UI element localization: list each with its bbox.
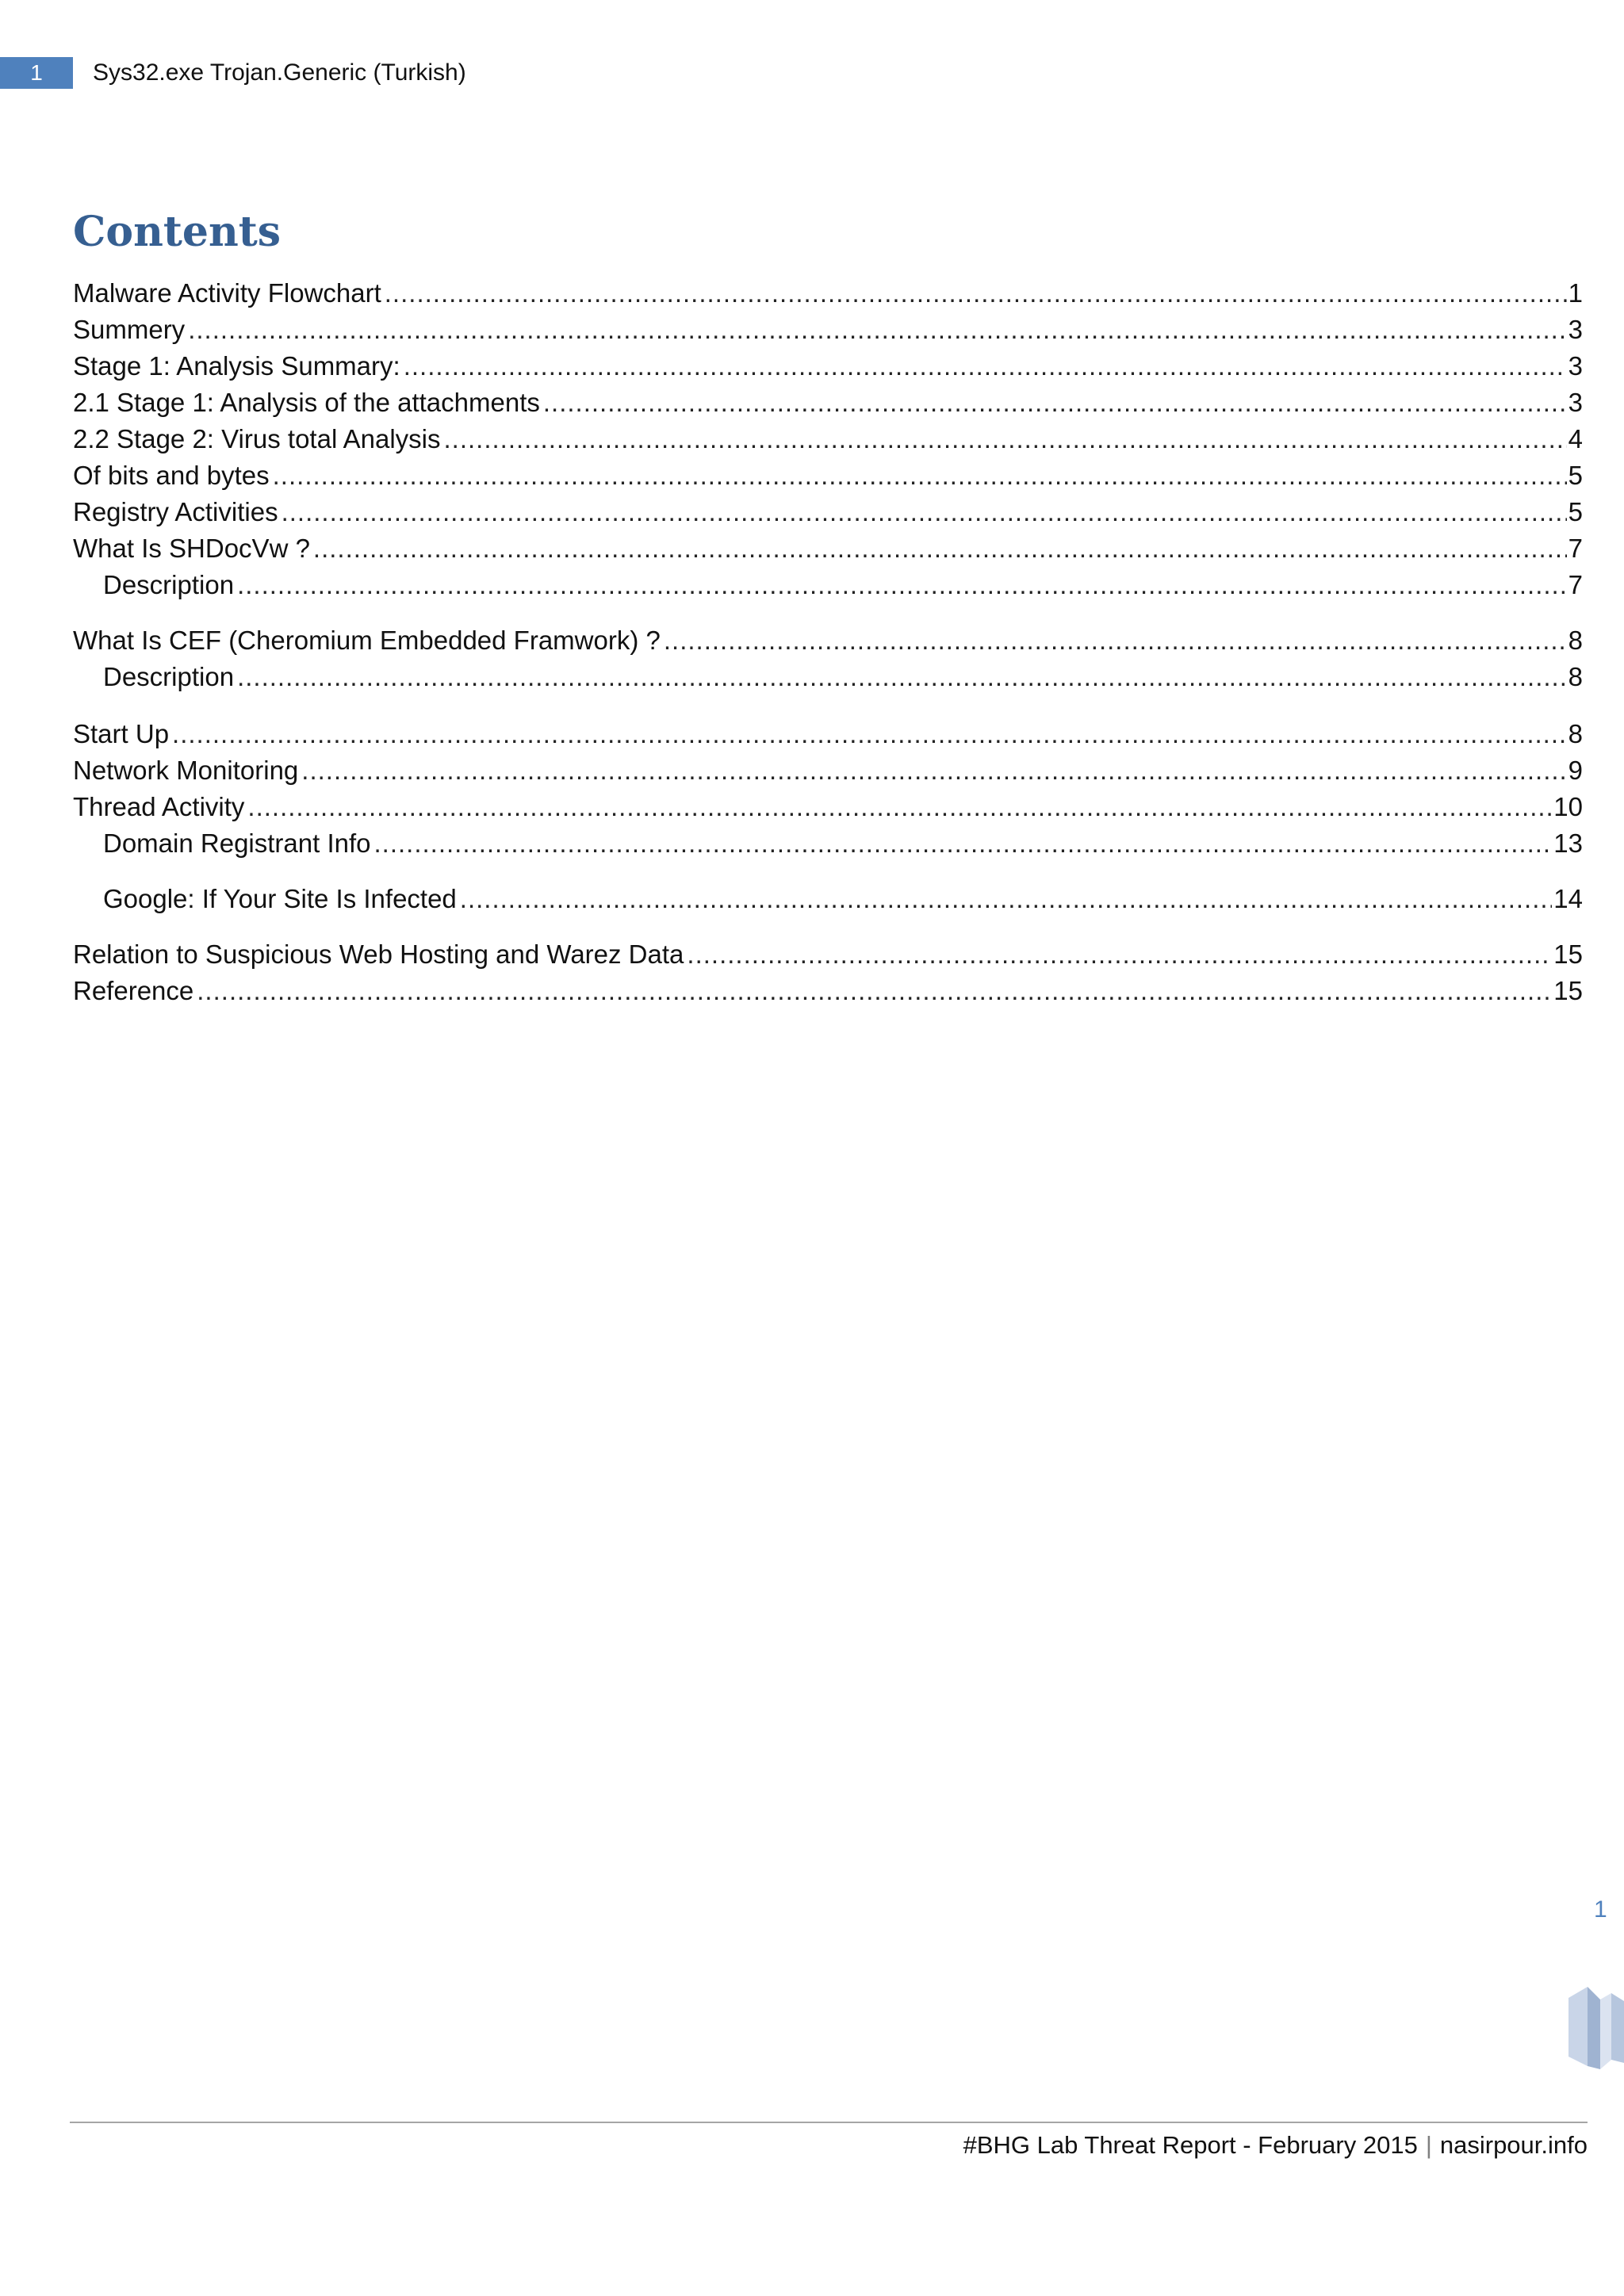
toc-entry-label: Start Up bbox=[73, 719, 170, 748]
toc-entry[interactable] bbox=[73, 752, 1583, 788]
toc-entry-label: Relation to Suspicious Web Hosting and Warez Data bbox=[73, 939, 684, 969]
toc-leader-dots bbox=[374, 826, 1553, 861]
toc-leader-dots bbox=[687, 937, 1552, 972]
toc-entry-page: 7 bbox=[1568, 534, 1583, 563]
toc-entry[interactable] bbox=[73, 530, 1583, 566]
toc-subentry[interactable] bbox=[103, 880, 1583, 916]
toc-leader-dots bbox=[273, 458, 1567, 493]
toc-leader-dots bbox=[282, 495, 1567, 530]
toc-entry-label: Summery bbox=[73, 315, 186, 344]
toc-entry[interactable] bbox=[73, 384, 1583, 420]
toc-leader-dots bbox=[188, 312, 1566, 347]
toc-leader-dots bbox=[197, 974, 1552, 1008]
header-page-number: 1 bbox=[0, 57, 73, 89]
toc-leader-dots bbox=[444, 422, 1567, 457]
toc-leader-dots bbox=[247, 790, 1552, 825]
toc-entry-label: What Is SHDocVw ? bbox=[73, 534, 310, 563]
toc-entry-page: 3 bbox=[1568, 388, 1583, 417]
toc-entry-page: 15 bbox=[1553, 976, 1583, 1005]
toc-entry-label: 2.2 Stage 2: Virus total Analysis bbox=[73, 424, 441, 453]
toc-entry-page: 15 bbox=[1553, 939, 1583, 969]
toc-subentry[interactable] bbox=[103, 566, 1583, 603]
toc-entry-page: 5 bbox=[1568, 497, 1583, 526]
toc-heading: Contents bbox=[73, 208, 282, 256]
toc-leader-dots bbox=[404, 349, 1567, 384]
toc-entry[interactable] bbox=[73, 788, 1583, 825]
toc-entry-page: 7 bbox=[1568, 570, 1583, 599]
toc-leader-dots bbox=[460, 882, 1552, 916]
toc-entry[interactable] bbox=[73, 274, 1583, 311]
toc-leader-dots bbox=[237, 660, 1567, 695]
toc-entry[interactable] bbox=[73, 457, 1583, 493]
toc-entry-page: 3 bbox=[1568, 315, 1583, 344]
toc-entry-page: 5 bbox=[1568, 461, 1583, 490]
page-number: 1 bbox=[1594, 1896, 1607, 1923]
toc-entry-page: 3 bbox=[1568, 351, 1583, 381]
toc-entry-page: 4 bbox=[1568, 424, 1583, 453]
toc-entry-page: 9 bbox=[1568, 756, 1583, 785]
toc-leader-dots bbox=[664, 623, 1567, 658]
toc-entry[interactable] bbox=[73, 347, 1583, 384]
toc-entry-page: 13 bbox=[1553, 828, 1583, 858]
toc-entry-label: Stage 1: Analysis Summary: bbox=[73, 351, 400, 381]
toc-entry-page: 8 bbox=[1568, 719, 1583, 748]
toc-entry[interactable] bbox=[73, 936, 1583, 972]
toc-entry-label: Description bbox=[103, 570, 235, 599]
header-title: Sys32.exe Trojan.Generic (Turkish) bbox=[93, 59, 466, 86]
toc-entry-label: Domain Registrant Info bbox=[103, 828, 371, 858]
page-curl-decoration-icon bbox=[1565, 1984, 1624, 2071]
footer-report-title: #BHG Lab Threat Report - February 2015 bbox=[963, 2131, 1418, 2159]
toc-entry-label: Of bits and bytes bbox=[73, 461, 270, 490]
toc-entry[interactable] bbox=[73, 972, 1583, 1008]
toc-leader-dots bbox=[237, 568, 1567, 603]
toc-entry-page: 10 bbox=[1553, 792, 1583, 821]
toc-entry-page: 8 bbox=[1568, 662, 1583, 691]
toc-entry[interactable] bbox=[73, 715, 1583, 752]
toc-entry-label: Malware Activity Flowchart bbox=[73, 278, 381, 308]
footer-separator: | bbox=[1425, 2131, 1432, 2159]
toc-entry[interactable] bbox=[73, 420, 1583, 457]
toc-leader-dots bbox=[301, 753, 1566, 788]
toc-leader-dots bbox=[313, 531, 1567, 566]
toc-entry-label: Registry Activities bbox=[73, 497, 278, 526]
toc-entry-label: Reference bbox=[73, 976, 194, 1005]
toc-leader-dots bbox=[385, 276, 1567, 311]
toc-entry-label: Description bbox=[103, 662, 235, 691]
toc-entry-label: What Is CEF (Cheromium Embedded Framwork) ? bbox=[73, 626, 661, 655]
toc-leader-dots bbox=[172, 717, 1567, 752]
toc-entry[interactable] bbox=[73, 493, 1583, 530]
toc-entry[interactable] bbox=[73, 622, 1583, 658]
toc-entry-label: Thread Activity bbox=[73, 792, 245, 821]
toc-entry-page: 1 bbox=[1568, 278, 1583, 308]
toc-subentry[interactable] bbox=[103, 825, 1583, 861]
toc-entry[interactable] bbox=[73, 311, 1583, 347]
toc-leader-dots bbox=[543, 385, 1567, 420]
toc-subentry[interactable] bbox=[103, 658, 1583, 695]
footer bbox=[963, 2128, 1588, 2163]
footer-website: nasirpour.info bbox=[1439, 2131, 1588, 2159]
toc-entry-page: 14 bbox=[1553, 884, 1583, 913]
toc-entry-label: Google: If Your Site Is Infected bbox=[103, 884, 457, 913]
toc-entry-label: Network Monitoring bbox=[73, 756, 299, 785]
footer-divider bbox=[70, 2122, 1588, 2123]
toc-entry-label: 2.1 Stage 1: Analysis of the attachments bbox=[73, 388, 540, 417]
toc-entry-page: 8 bbox=[1568, 626, 1583, 655]
